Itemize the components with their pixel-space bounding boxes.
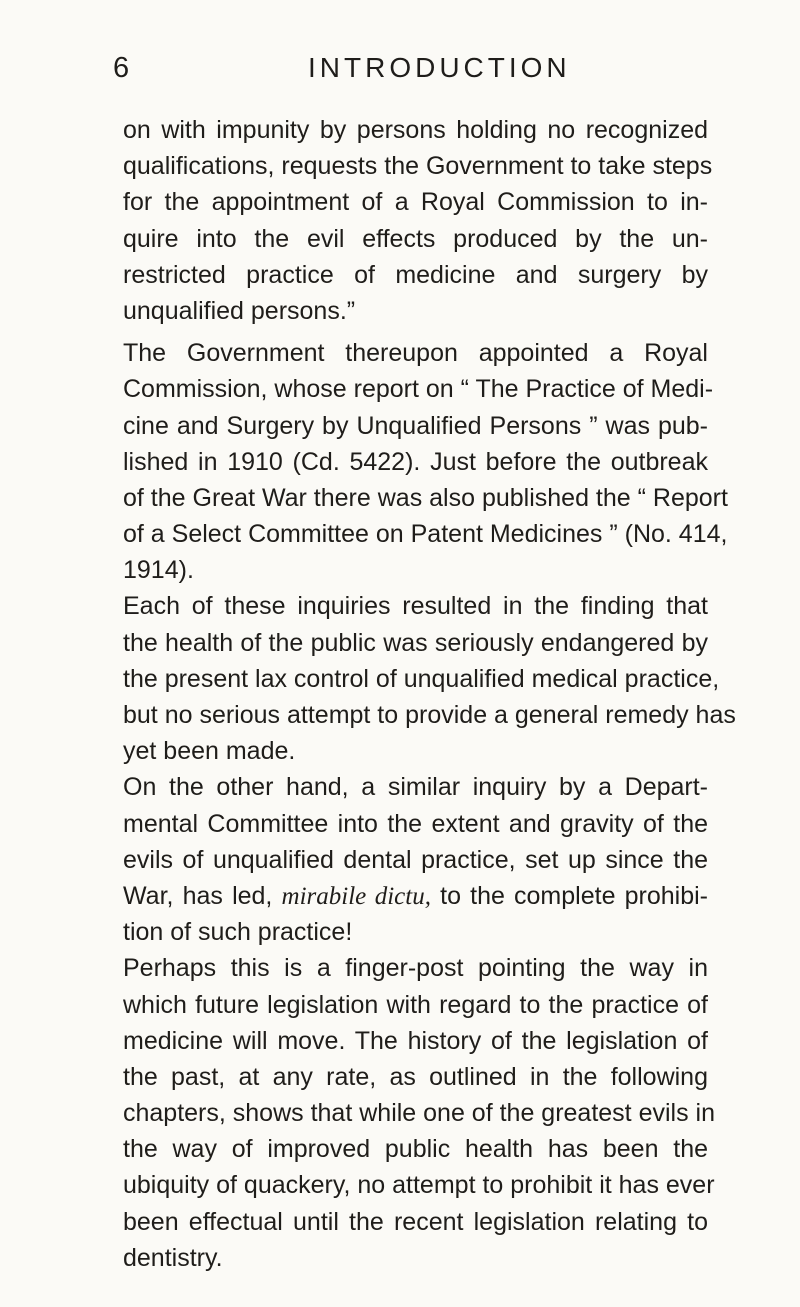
text-line: on with impunity by persons holding no recognized [123, 116, 708, 144]
text-line: but no serious attempt to provide a general remedy has [123, 701, 736, 729]
page-header [113, 52, 710, 92]
text-line: mental Committee into the extent and gravity of the [123, 809, 708, 838]
running-head: INTRODUCTION [308, 52, 571, 83]
text-line: Perhaps this is a finger-post pointing the way in [123, 954, 708, 983]
text-line: of a Select Committee on Patent Medicines ” (No. 414, [123, 520, 728, 549]
text-line: the past, at any rate, as outlined in the following [123, 1062, 708, 1091]
text-line: yet been made. [123, 737, 296, 766]
text-fragment: to the complete prohibi- [440, 881, 708, 910]
text-line: Each of these inquiries resulted in the finding that [123, 592, 708, 621]
text-line: the present lax control of unqualified medical practice, [123, 664, 720, 693]
text-line: cine and Surgery by Unqualified Persons ” was pub- [123, 411, 708, 440]
page-number: 6 [113, 52, 131, 84]
text-line: restricted practice of medicine and surgery by [123, 260, 708, 289]
text-line: unqualified persons.” [123, 296, 356, 325]
text-line: which future legislation with regard to the practice of [123, 990, 708, 1019]
text-line: ubiquity of quackery, no attempt to prohibit it has ever [123, 1171, 715, 1200]
text-line: evils of unqualified dental practice, set up since the [123, 845, 708, 874]
text-line: the way of improved public health has been the [123, 1135, 708, 1164]
text-line: On the other hand, a similar inquiry by a Depart- [123, 773, 708, 802]
text-line: dentistry. [123, 1243, 223, 1272]
text-line: lished in 1910 (Cd. 5422). Just before the outbreak [123, 447, 708, 476]
text-line: been effectual until the recent legislation relating to [123, 1207, 708, 1236]
text-line: for the appointment of a Royal Commission to in- [123, 188, 708, 217]
text-line: The Government thereupon appointed a Royal [123, 339, 708, 368]
text-line: Commission, whose report on “ The Practice of Medi- [123, 375, 714, 404]
body-text [123, 112, 736, 1276]
text-line: qualifications, requests the Government to take steps [123, 152, 713, 181]
text-line: 1914). [123, 556, 194, 585]
text-line: quire into the evil effects produced by the un- [123, 224, 708, 253]
text-line [123, 878, 708, 914]
latin-phrase: mirabile dictu, [281, 882, 431, 910]
text-line: chapters, shows that while one of the greatest evils in [123, 1099, 715, 1128]
text-fragment: War, has led, [123, 881, 273, 910]
text-line: tion of such practice! [123, 918, 353, 947]
text-line: the health of the public was seriously endangered by [123, 628, 708, 657]
text-line: of the Great War there was also published the “ Report [123, 483, 728, 512]
text-line: medicine will move. The history of the legislation of [123, 1026, 708, 1055]
